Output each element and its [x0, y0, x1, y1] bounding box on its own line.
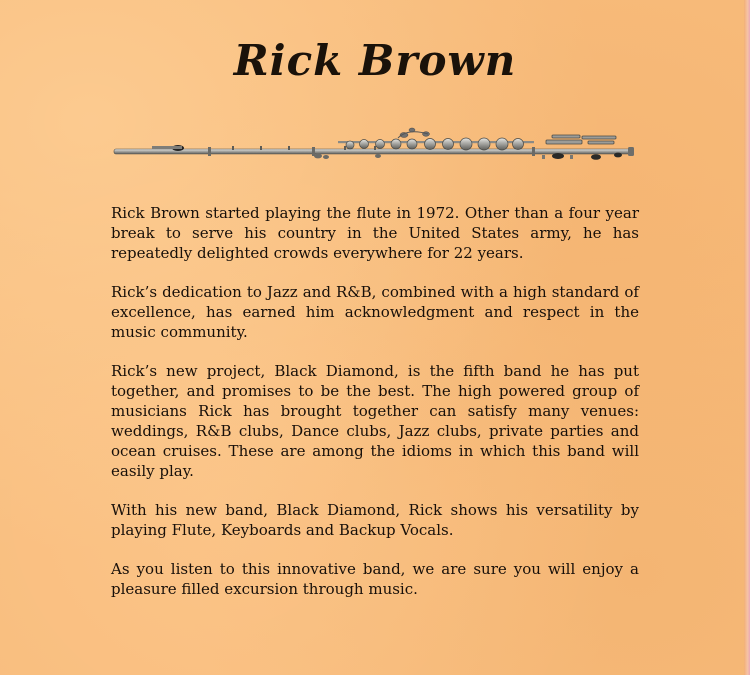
page-title: Rick Brown — [233, 36, 517, 85]
bio-text — [111, 203, 639, 618]
bio-paragraph-1: Rick Brown started playing the flute in 1972. Other than a four year break to serve his country in the United States army, he has repeatedly delighted crowds everywhere for 22 years. — [111, 204, 639, 262]
bio-paragraph-3: Rick’s new project, Black Diamond, is the fifth band he has put together, and promises to be the best. The high powered group of musicians Rick has brought together can satisfy many venues: weddings, R&B clubs, Dance clubs, Jazz clubs, private parties and ocean cruises. These are among the idioms in which this band will easily play. — [111, 362, 639, 480]
bio-paragraph-2: Rick’s dedication to Jazz and R&B, combined with a high standard of excellence, has earned him acknowledgment and respect in the music community. — [111, 283, 639, 341]
bio-paragraph-4: With his new band, Black Diamond, Rick shows his versatility by playing Flute, Keyboards and Backup Vocals. — [111, 501, 639, 539]
flute-icon — [112, 122, 636, 164]
page-edge — [744, 0, 750, 675]
bio-paragraph-5: As you listen to this innovative band, we are sure you will enjoy a pleasure filled excursion through music. — [111, 560, 639, 598]
